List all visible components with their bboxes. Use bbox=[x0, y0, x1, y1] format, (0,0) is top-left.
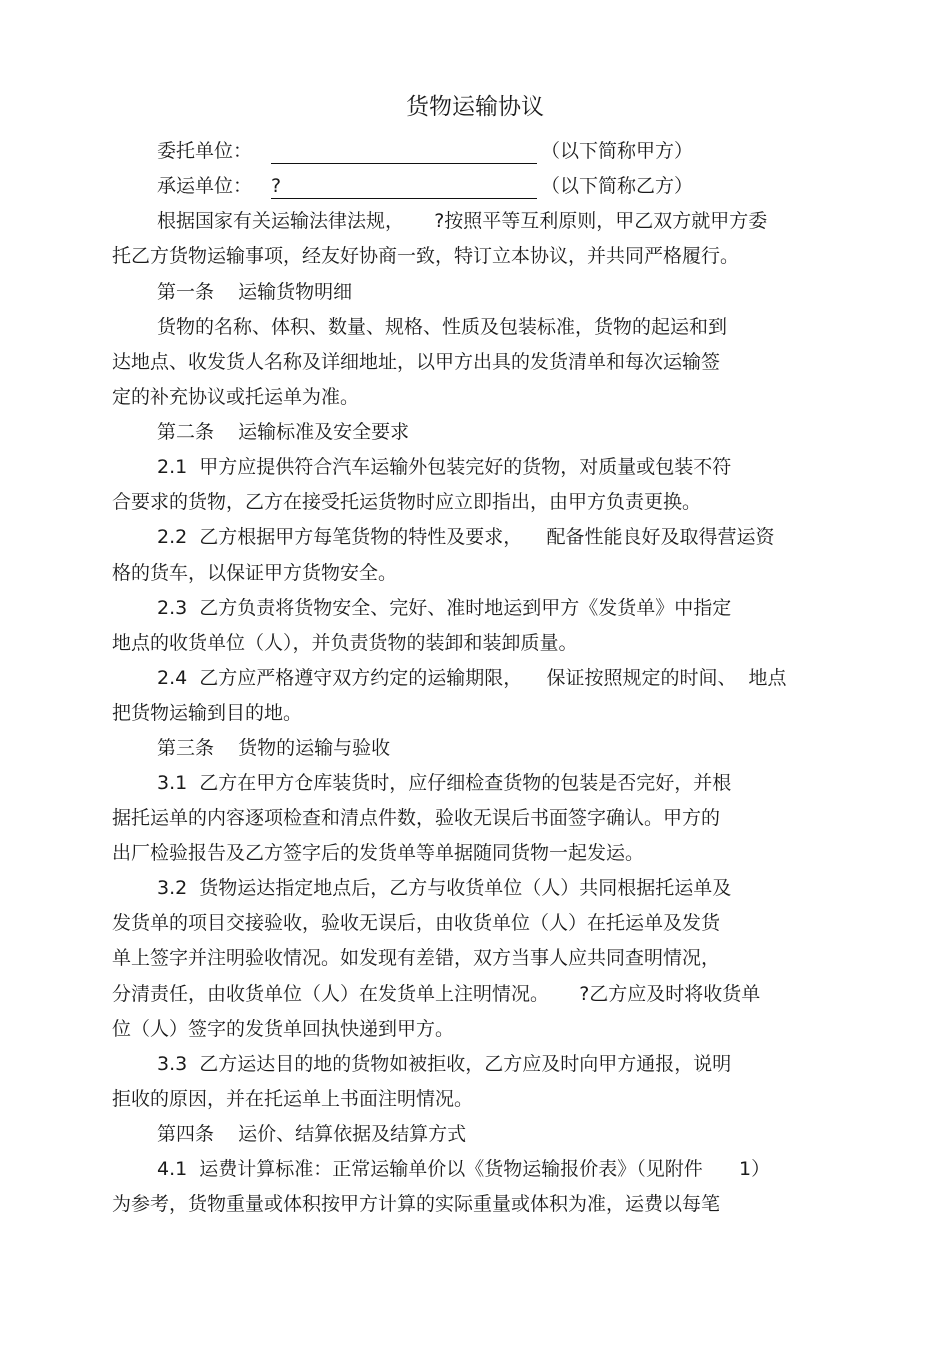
party-a-label: 委托单位： bbox=[157, 140, 253, 162]
body-line: 把货物运输到目的地。 bbox=[112, 702, 303, 724]
body-line: 出厂检验报告及乙方签字后的发货单等单据随同货物一起发运。 bbox=[112, 842, 645, 864]
party-b-blank-line bbox=[271, 198, 537, 199]
body-line: 合要求的货物，乙方在接受托运货物时应立即指出，由甲方负责更换。 bbox=[112, 491, 702, 513]
body-line: 达地点、收发货人名称及详细地址，以甲方出具的发货清单和每次运输签 bbox=[112, 351, 721, 373]
body-line: 位（人）签字的发货单回执快递到甲方。 bbox=[112, 1018, 455, 1040]
article-heading: 第三条 货物的运输与验收 bbox=[157, 737, 391, 759]
clause-line: 3.1 乙方在甲方仓库装货时，应仔细检查货物的包装是否完好，并根 bbox=[157, 772, 732, 794]
body-line: 分清责任，由收货单位（人）在发货单上注明情况。 ?乙方应及时将收货单 bbox=[112, 983, 761, 1005]
clause-line: 4.1 运费计算标准：正常运输单价以《货物运输报价表》（见附件 1） bbox=[157, 1158, 771, 1180]
clause-line: 2.3 乙方负责将货物安全、完好、准时地运到甲方《发货单》中指定 bbox=[157, 597, 732, 619]
body-line: 货物的名称、体积、数量、规格、性质及包装标准，货物的起运和到 bbox=[157, 316, 728, 338]
party-b-value: ? bbox=[271, 175, 282, 197]
article-heading: 第四条 运价、结算依据及结算方式 bbox=[157, 1123, 467, 1145]
clause-line: 2.4 乙方应严格遵守双方约定的运输期限， 保证按照规定的时间、 地点 bbox=[157, 667, 787, 689]
body-line: 拒收的原因，并在托运单上书面注明情况。 bbox=[112, 1088, 474, 1110]
body-line: 为参考，货物重量或体积按甲方计算的实际重量或体积为准，运费以每笔 bbox=[112, 1193, 721, 1215]
party-a-suffix: （以下简称甲方） bbox=[541, 140, 694, 162]
body-line: 据托运单的内容逐项检查和清点件数，验收无误后书面签字确认。甲方的 bbox=[112, 807, 721, 829]
body-line: 单上签字并注明验收情况。如发现有差错，双方当事人应共同查明情况， bbox=[112, 947, 721, 969]
article-heading: 第一条 运输货物明细 bbox=[157, 281, 353, 303]
body-line: 根据国家有关运输法律法规， ?按照平等互利原则，甲乙双方就甲方委 bbox=[157, 210, 768, 232]
body-line: 地点的收货单位（人），并负责货物的装卸和装卸质量。 bbox=[112, 632, 578, 654]
body-line: 托乙方货物运输事项，经友好协商一致，特订立本协议，并共同严格履行。 bbox=[112, 245, 740, 267]
party-b-suffix: （以下简称乙方） bbox=[541, 175, 694, 197]
clause-line: 3.3 乙方运达目的地的货物如被拒收，乙方应及时向甲方通报，说明 bbox=[157, 1053, 732, 1075]
article-heading: 第二条 运输标准及安全要求 bbox=[157, 421, 410, 443]
party-a-blank-line bbox=[271, 163, 537, 164]
clause-line: 2.1 甲方应提供符合汽车运输外包装完好的货物，对质量或包装不符 bbox=[157, 456, 732, 478]
document-title: 货物运输协议 bbox=[406, 94, 544, 120]
body-line: 发货单的项目交接验收，验收无误后，由收货单位（人）在托运单及发货 bbox=[112, 912, 721, 934]
clause-line: 3.2 货物运达指定地点后，乙方与收货单位（人）共同根据托运单及 bbox=[157, 877, 732, 899]
clause-line: 2.2 乙方根据甲方每笔货物的特性及要求， 配备性能良好及取得营运资 bbox=[157, 526, 775, 548]
body-line: 格的货车，以保证甲方货物安全。 bbox=[112, 562, 398, 584]
body-line: 定的补充协议或托运单为准。 bbox=[112, 386, 360, 408]
party-b-label: 承运单位： bbox=[157, 175, 253, 197]
